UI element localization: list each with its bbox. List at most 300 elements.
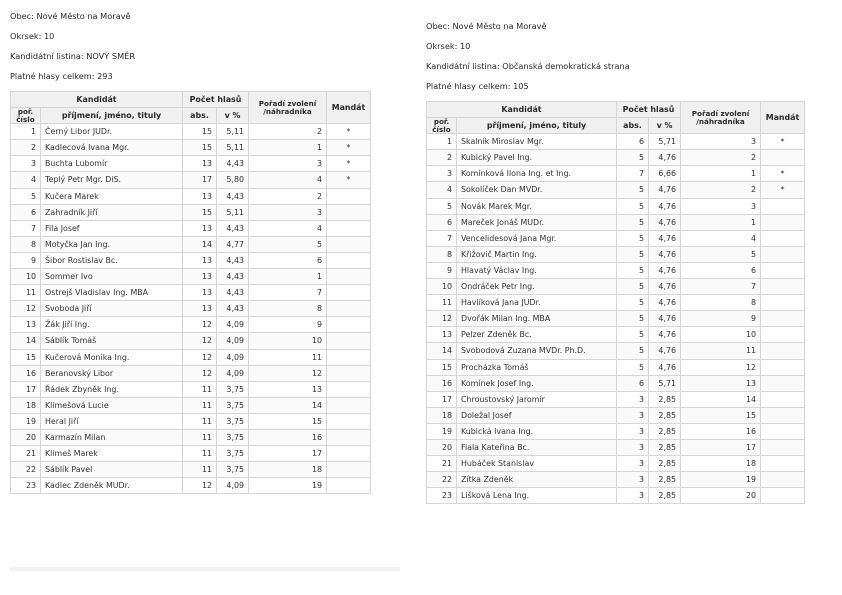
cell-mandate — [761, 214, 805, 230]
cell-mandate — [761, 391, 805, 407]
candidates-table — [10, 91, 371, 494]
cell-abs-votes: 12 — [183, 333, 217, 349]
table-row — [427, 488, 805, 504]
cell-name: Ondráček Petr Ing. — [457, 279, 617, 295]
cell-order: 2 — [681, 150, 761, 166]
cell-order: 1 — [681, 214, 761, 230]
cell-abs-votes: 12 — [183, 478, 217, 494]
table-row — [427, 343, 805, 359]
table-row — [11, 413, 371, 429]
cell-abs-votes: 7 — [617, 166, 649, 182]
cell-mandate — [327, 269, 371, 285]
cell-abs-votes: 11 — [183, 397, 217, 413]
header-mandate: Mandát — [327, 92, 371, 124]
cell-mandate: * — [327, 156, 371, 172]
cell-number: 15 — [427, 359, 457, 375]
cell-percent: 4,76 — [649, 327, 681, 343]
cell-name: Havlíková Jana JUDr. — [457, 295, 617, 311]
cell-percent: 4,09 — [217, 333, 249, 349]
cell-number: 6 — [427, 214, 457, 230]
valid-votes-label: Platné hlasy celkem: 105 — [426, 81, 529, 91]
cell-name: Chroustovský Jaromír — [457, 391, 617, 407]
header-number: poř. číslo — [11, 108, 41, 124]
cell-number: 3 — [427, 166, 457, 182]
cell-order: 10 — [249, 333, 327, 349]
cell-name: Kučera Marek — [41, 188, 183, 204]
table-row — [427, 472, 805, 488]
cell-number: 4 — [427, 182, 457, 198]
bottom-divider — [10, 567, 400, 571]
cell-number: 2 — [427, 150, 457, 166]
cell-percent: 4,76 — [649, 198, 681, 214]
cell-name: Hubáček Stanislav — [457, 456, 617, 472]
cell-order: 2 — [681, 182, 761, 198]
table-row — [427, 182, 805, 198]
cell-abs-votes: 11 — [183, 413, 217, 429]
header-percent: v % — [217, 108, 249, 124]
table-row — [427, 279, 805, 295]
cell-percent: 4,09 — [217, 349, 249, 365]
cell-abs-votes: 5 — [617, 359, 649, 375]
cell-percent: 4,76 — [649, 214, 681, 230]
cell-mandate — [761, 375, 805, 391]
table-row — [11, 365, 371, 381]
cell-abs-votes: 17 — [183, 172, 217, 188]
cell-percent: 2,85 — [649, 472, 681, 488]
cell-percent: 4,43 — [217, 188, 249, 204]
table-row — [11, 285, 371, 301]
table-row — [427, 407, 805, 423]
cell-order: 7 — [249, 285, 327, 301]
cell-name: Kadlec Zdeněk MUDr. — [41, 478, 183, 494]
header-candidate: Kandidát — [427, 102, 617, 118]
cell-mandate — [327, 252, 371, 268]
cell-mandate: * — [327, 140, 371, 156]
cell-percent: 4,76 — [649, 279, 681, 295]
cell-mandate — [327, 478, 371, 494]
table-row — [427, 375, 805, 391]
table-row — [427, 214, 805, 230]
table-row — [11, 446, 371, 462]
cell-number: 14 — [11, 333, 41, 349]
cell-percent: 5,80 — [217, 172, 249, 188]
cell-name: Lišková Lena Ing. — [457, 488, 617, 504]
cell-abs-votes: 15 — [183, 124, 217, 140]
cell-mandate — [761, 295, 805, 311]
cell-name: Černý Libor JUDr. — [41, 124, 183, 140]
cell-name: Motyčka Jan Ing. — [41, 236, 183, 252]
cell-name: Doležal Josef — [457, 407, 617, 423]
cell-abs-votes: 13 — [183, 301, 217, 317]
cell-number: 10 — [427, 279, 457, 295]
cell-abs-votes: 5 — [617, 182, 649, 198]
cell-number: 17 — [11, 381, 41, 397]
cell-name: Šibor Rostislav Bc. — [41, 252, 183, 268]
cell-percent: 5,71 — [649, 375, 681, 391]
cell-abs-votes: 13 — [183, 252, 217, 268]
table-row — [11, 301, 371, 317]
cell-mandate — [327, 429, 371, 445]
table-row — [11, 236, 371, 252]
cell-mandate — [327, 236, 371, 252]
cell-name: Hlavatý Václav Ing. — [457, 262, 617, 278]
cell-number: 14 — [427, 343, 457, 359]
cell-order: 10 — [681, 327, 761, 343]
table-row — [11, 220, 371, 236]
cell-order: 12 — [681, 359, 761, 375]
header-order: Pořadí zvolení /náhradníka — [681, 102, 761, 134]
cell-percent: 4,76 — [649, 150, 681, 166]
cell-percent: 4,76 — [649, 359, 681, 375]
cell-number: 10 — [11, 269, 41, 285]
cell-name: Skalník Miroslav Mgr. — [457, 134, 617, 150]
cell-number: 3 — [11, 156, 41, 172]
cell-mandate — [761, 230, 805, 246]
cell-order: 14 — [681, 391, 761, 407]
cell-name: Fiala Kateřina Bc. — [457, 439, 617, 455]
cell-order: 3 — [249, 156, 327, 172]
cell-number: 2 — [11, 140, 41, 156]
table-row — [427, 246, 805, 262]
cell-mandate — [327, 349, 371, 365]
cell-number: 17 — [427, 391, 457, 407]
cell-abs-votes: 5 — [617, 262, 649, 278]
cell-order: 3 — [681, 198, 761, 214]
cell-percent: 4,43 — [217, 269, 249, 285]
cell-percent: 4,09 — [217, 478, 249, 494]
cell-mandate — [761, 311, 805, 327]
cell-abs-votes: 5 — [617, 230, 649, 246]
cell-mandate — [761, 456, 805, 472]
cell-order: 3 — [681, 134, 761, 150]
cell-order: 11 — [249, 349, 327, 365]
cell-name: Zítka Zdeněk — [457, 472, 617, 488]
table-row — [11, 269, 371, 285]
cell-number: 16 — [427, 375, 457, 391]
cell-order: 17 — [681, 439, 761, 455]
cell-name: Sáblík Pavel — [41, 462, 183, 478]
cell-order: 5 — [249, 236, 327, 252]
cell-name: Sommer Ivo — [41, 269, 183, 285]
cell-mandate — [761, 423, 805, 439]
cell-order: 8 — [681, 295, 761, 311]
cell-mandate — [761, 472, 805, 488]
header-number: poř. číslo — [427, 118, 457, 134]
cell-mandate: * — [327, 124, 371, 140]
cell-mandate: * — [761, 182, 805, 198]
cell-abs-votes: 13 — [183, 156, 217, 172]
cell-number: 9 — [11, 252, 41, 268]
cell-percent: 2,85 — [649, 391, 681, 407]
cell-percent: 5,11 — [217, 204, 249, 220]
cell-percent: 4,43 — [217, 301, 249, 317]
cell-abs-votes: 12 — [183, 317, 217, 333]
cell-order: 2 — [249, 124, 327, 140]
cell-number: 8 — [11, 236, 41, 252]
cell-mandate — [761, 262, 805, 278]
cell-percent: 6,66 — [649, 166, 681, 182]
header-percent: v % — [649, 118, 681, 134]
results-panel-right — [426, 18, 810, 504]
cell-name: Mareček Jonáš MUDr. — [457, 214, 617, 230]
cell-name: Dvořák Milan Ing. MBA — [457, 311, 617, 327]
cell-mandate — [327, 333, 371, 349]
cell-percent: 4,09 — [217, 365, 249, 381]
cell-number: 13 — [11, 317, 41, 333]
cell-abs-votes: 11 — [183, 429, 217, 445]
cell-name: Křižovič Martin Ing. — [457, 246, 617, 262]
cell-order: 4 — [681, 230, 761, 246]
cell-order: 9 — [681, 311, 761, 327]
valid-votes-label: Platné hlasy celkem: 293 — [10, 71, 113, 81]
table-row — [11, 478, 371, 494]
cell-abs-votes: 11 — [183, 381, 217, 397]
table-row — [427, 359, 805, 375]
cell-name: Procházka Tomáš — [457, 359, 617, 375]
header-abs: abs. — [617, 118, 649, 134]
cell-mandate — [327, 462, 371, 478]
cell-percent: 4,76 — [649, 182, 681, 198]
table-row — [427, 439, 805, 455]
cell-percent: 2,85 — [649, 488, 681, 504]
cell-abs-votes: 3 — [617, 472, 649, 488]
cell-name: Beranovský Libor — [41, 365, 183, 381]
cell-order: 20 — [681, 488, 761, 504]
table-row — [11, 317, 371, 333]
table-row — [11, 172, 371, 188]
table-row — [427, 327, 805, 343]
cell-number: 8 — [427, 246, 457, 262]
cell-order: 9 — [249, 317, 327, 333]
table-row — [11, 349, 371, 365]
cell-number: 1 — [427, 134, 457, 150]
cell-order: 17 — [249, 446, 327, 462]
cell-order: 4 — [249, 172, 327, 188]
cell-percent: 3,75 — [217, 413, 249, 429]
cell-mandate — [327, 301, 371, 317]
table-row — [427, 456, 805, 472]
cell-percent: 2,85 — [649, 439, 681, 455]
results-panel-left — [10, 8, 396, 494]
cell-name: Komínek Josef Ing. — [457, 375, 617, 391]
cell-percent: 4,76 — [649, 230, 681, 246]
cell-name: Vencelidesová Jana Mgr. — [457, 230, 617, 246]
cell-name: Svoboda Jiří — [41, 301, 183, 317]
cell-percent: 4,76 — [649, 246, 681, 262]
header-order: Pořadí zvolení /náhradníka — [249, 92, 327, 124]
header-abs: abs. — [183, 108, 217, 124]
cell-number: 22 — [11, 462, 41, 478]
cell-order: 18 — [249, 462, 327, 478]
cell-percent: 5,11 — [217, 124, 249, 140]
header-mandate: Mandát — [761, 102, 805, 134]
cell-mandate — [761, 279, 805, 295]
cell-mandate — [327, 365, 371, 381]
cell-number: 18 — [11, 397, 41, 413]
table-row — [11, 140, 371, 156]
cell-percent: 3,75 — [217, 429, 249, 445]
cell-order: 7 — [681, 279, 761, 295]
cell-order: 5 — [681, 246, 761, 262]
cell-percent: 4,43 — [217, 220, 249, 236]
header-name: příjmení, jméno, tituly — [41, 108, 183, 124]
cell-name: Svobodová Zuzana MVDr. Ph.D. — [457, 343, 617, 359]
cell-name: Kubický Pavel Ing. — [457, 150, 617, 166]
cell-name: Řádek Zbyněk Ing. — [41, 381, 183, 397]
cell-mandate — [327, 381, 371, 397]
cell-percent: 4,76 — [649, 295, 681, 311]
cell-percent: 5,11 — [217, 140, 249, 156]
cell-number: 19 — [427, 423, 457, 439]
municipality-label: Obec: Nové Město na Moravě — [10, 11, 131, 21]
cell-abs-votes: 12 — [183, 365, 217, 381]
cell-order: 13 — [681, 375, 761, 391]
cell-number: 1 — [11, 124, 41, 140]
cell-abs-votes: 13 — [183, 269, 217, 285]
cell-number: 13 — [427, 327, 457, 343]
table-row — [11, 124, 371, 140]
cell-abs-votes: 13 — [183, 285, 217, 301]
cell-abs-votes: 5 — [617, 327, 649, 343]
header-vote-count: Počet hlasů — [183, 92, 249, 108]
cell-order: 19 — [249, 478, 327, 494]
table-row — [11, 429, 371, 445]
table-row — [427, 150, 805, 166]
cell-percent: 3,75 — [217, 446, 249, 462]
cell-mandate — [761, 246, 805, 262]
cell-number: 5 — [427, 198, 457, 214]
cell-name: Žák Jiří Ing. — [41, 317, 183, 333]
header-name: příjmení, jméno, tituly — [457, 118, 617, 134]
cell-abs-votes: 5 — [617, 150, 649, 166]
table-row — [427, 198, 805, 214]
cell-percent: 2,85 — [649, 423, 681, 439]
table-row — [11, 252, 371, 268]
cell-mandate — [761, 439, 805, 455]
cell-abs-votes: 5 — [617, 295, 649, 311]
cell-name: Zahradník Jiří — [41, 204, 183, 220]
cell-order: 15 — [681, 407, 761, 423]
cell-percent: 4,76 — [649, 343, 681, 359]
cell-order: 1 — [249, 140, 327, 156]
municipality-label: Obec: Nové Město na Moravě — [426, 21, 547, 31]
cell-name: Teplý Petr Mgr. DiS. — [41, 172, 183, 188]
cell-abs-votes: 5 — [617, 343, 649, 359]
table-row — [427, 295, 805, 311]
cell-order: 16 — [681, 423, 761, 439]
cell-number: 20 — [427, 439, 457, 455]
cell-mandate — [327, 317, 371, 333]
cell-number: 11 — [11, 285, 41, 301]
cell-mandate — [327, 397, 371, 413]
cell-abs-votes: 11 — [183, 446, 217, 462]
cell-percent: 3,75 — [217, 462, 249, 478]
cell-name: Novák Marek Mgr. — [457, 198, 617, 214]
cell-mandate: * — [761, 166, 805, 182]
cell-percent: 4,43 — [217, 285, 249, 301]
cell-number: 12 — [427, 311, 457, 327]
cell-mandate — [761, 150, 805, 166]
cell-order: 14 — [249, 397, 327, 413]
cell-mandate — [327, 188, 371, 204]
cell-order: 13 — [249, 381, 327, 397]
table-row — [11, 204, 371, 220]
cell-name: Kučerová Monika Ing. — [41, 349, 183, 365]
cell-percent: 2,85 — [649, 456, 681, 472]
cell-mandate: * — [761, 134, 805, 150]
cell-abs-votes: 14 — [183, 236, 217, 252]
cell-name: Buchta Lubomír — [41, 156, 183, 172]
cell-number: 7 — [427, 230, 457, 246]
cell-mandate — [327, 413, 371, 429]
cell-percent: 4,76 — [649, 262, 681, 278]
cell-abs-votes: 5 — [617, 279, 649, 295]
cell-name: Sokolíček Dan MVDr. — [457, 182, 617, 198]
table-row — [427, 134, 805, 150]
cell-name: Fila Josef — [41, 220, 183, 236]
cell-number: 16 — [11, 365, 41, 381]
table-row — [427, 230, 805, 246]
cell-number: 15 — [11, 349, 41, 365]
cell-percent: 2,85 — [649, 407, 681, 423]
cell-name: Heral Jiří — [41, 413, 183, 429]
cell-abs-votes: 3 — [617, 488, 649, 504]
cell-abs-votes: 5 — [617, 246, 649, 262]
cell-abs-votes: 3 — [617, 391, 649, 407]
cell-percent: 4,76 — [649, 311, 681, 327]
district-label: Okrsek: 10 — [426, 41, 471, 51]
cell-order: 1 — [681, 166, 761, 182]
cell-mandate — [327, 204, 371, 220]
cell-abs-votes: 11 — [183, 462, 217, 478]
cell-abs-votes: 6 — [617, 375, 649, 391]
cell-order: 6 — [249, 252, 327, 268]
table-row — [427, 262, 805, 278]
cell-number: 21 — [11, 446, 41, 462]
cell-abs-votes: 5 — [617, 311, 649, 327]
cell-mandate — [327, 220, 371, 236]
cell-order: 8 — [249, 301, 327, 317]
table-row — [11, 333, 371, 349]
cell-name: Kadlecová Ivana Mgr. — [41, 140, 183, 156]
table-row — [427, 166, 805, 182]
table-row — [11, 381, 371, 397]
cell-number: 23 — [11, 478, 41, 494]
cell-mandate — [327, 285, 371, 301]
header-candidate: Kandidát — [11, 92, 183, 108]
cell-percent: 3,75 — [217, 397, 249, 413]
cell-order: 16 — [249, 429, 327, 445]
cell-name: Pelzer Zdeněk Bc. — [457, 327, 617, 343]
cell-order: 2 — [249, 188, 327, 204]
cell-mandate: * — [327, 172, 371, 188]
cell-mandate — [761, 488, 805, 504]
cell-percent: 4,43 — [217, 156, 249, 172]
cell-abs-votes: 15 — [183, 204, 217, 220]
cell-order: 18 — [681, 456, 761, 472]
cell-order: 19 — [681, 472, 761, 488]
cell-number: 18 — [427, 407, 457, 423]
cell-number: 11 — [427, 295, 457, 311]
district-label: Okrsek: 10 — [10, 31, 55, 41]
cell-order: 11 — [681, 343, 761, 359]
cell-abs-votes: 12 — [183, 349, 217, 365]
cell-order: 12 — [249, 365, 327, 381]
cell-number: 4 — [11, 172, 41, 188]
cell-mandate — [761, 198, 805, 214]
cell-name: Ostrejš Vladislav Ing. MBA — [41, 285, 183, 301]
cell-number: 23 — [427, 488, 457, 504]
